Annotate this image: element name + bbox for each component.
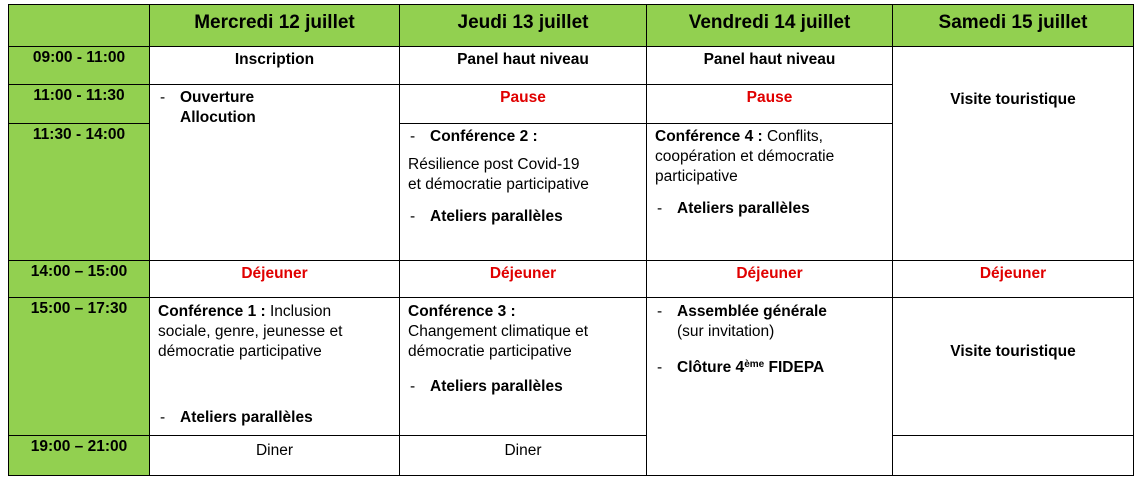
jeu-conference-3: Conférence 3 : Changement climatique et démocratie participative - Ateliers parallèles xyxy=(399,297,647,436)
sam-visite-1: Visite touristique xyxy=(892,46,1134,261)
time-slot: 19:00 – 21:00 xyxy=(8,435,150,476)
mer-conference-1: Conférence 1 : Inclusion sociale, genre, jeunesse et démocratie participative - Ateliers parallèles xyxy=(149,297,400,436)
ven-conference-4: Conférence 4 : Conflits, coopération et démocratie participative - Ateliers parallèles xyxy=(646,123,893,261)
conf3-title: Conférence 3 : xyxy=(408,303,516,320)
conf1-title: Conférence 1 : xyxy=(158,303,266,320)
time-slot: 09:00 - 11:00 xyxy=(8,46,150,85)
time-slot: 15:00 – 17:30 xyxy=(8,297,150,436)
ven-ateliers: Ateliers parallèles xyxy=(677,200,810,217)
header-day-2: Jeudi 13 juillet xyxy=(399,4,647,47)
header-day-3: Vendredi 14 juillet xyxy=(646,4,893,47)
ven-panel: Panel haut niveau xyxy=(646,46,893,85)
jeu-panel: Panel haut niveau xyxy=(399,46,647,85)
conf4-title: Conférence 4 : xyxy=(655,128,763,145)
sam-empty-cell xyxy=(892,435,1134,476)
ven-dejeuner: Déjeuner xyxy=(646,260,893,298)
mer-dejeuner: Déjeuner xyxy=(149,260,400,298)
mer-ouverture: Ouverture xyxy=(180,89,255,106)
header-day-4: Samedi 15 juillet xyxy=(892,4,1134,47)
header-day-1: Mercredi 12 juillet xyxy=(149,4,400,47)
program-table xyxy=(8,4,1134,476)
jeu-pause: Pause xyxy=(399,84,647,124)
jeu-ateliers-2: Ateliers parallèles xyxy=(430,378,563,395)
mer-ateliers: Ateliers parallèles xyxy=(180,409,313,426)
jeu-diner: Diner xyxy=(399,435,647,476)
ven-pause: Pause xyxy=(646,84,893,124)
jeu-conference-2: - Conférence 2 : Résilience post Covid-19 et démocratie participative - Ateliers parallèles xyxy=(399,123,647,261)
time-slot: 14:00 – 15:00 xyxy=(8,260,150,298)
time-slot: 11:00 - 11:30 xyxy=(8,84,150,124)
mer-opening: - Ouverture Allocution xyxy=(149,84,400,261)
jeu-ateliers: Ateliers parallèles xyxy=(430,208,563,225)
mer-allocution: Allocution xyxy=(180,109,256,126)
sam-dejeuner: Déjeuner xyxy=(892,260,1134,298)
jeu-dejeuner: Déjeuner xyxy=(399,260,647,298)
ven-assemblee: - Assemblée générale (sur invitation) - Clôture 4ème FIDEPA xyxy=(646,297,893,476)
ven-assemblee-title: Assemblée générale xyxy=(677,303,827,320)
conf2-title: Conférence 2 : xyxy=(430,128,538,145)
sam-visite-2: Visite touristique xyxy=(892,297,1134,436)
header-corner xyxy=(8,4,150,47)
ven-cloture: Clôture 4ème FIDEPA xyxy=(677,359,825,376)
time-slot: 11:30 - 14:00 xyxy=(8,123,150,261)
mer-diner: Diner xyxy=(149,435,400,476)
mer-inscription: Inscription xyxy=(149,46,400,85)
